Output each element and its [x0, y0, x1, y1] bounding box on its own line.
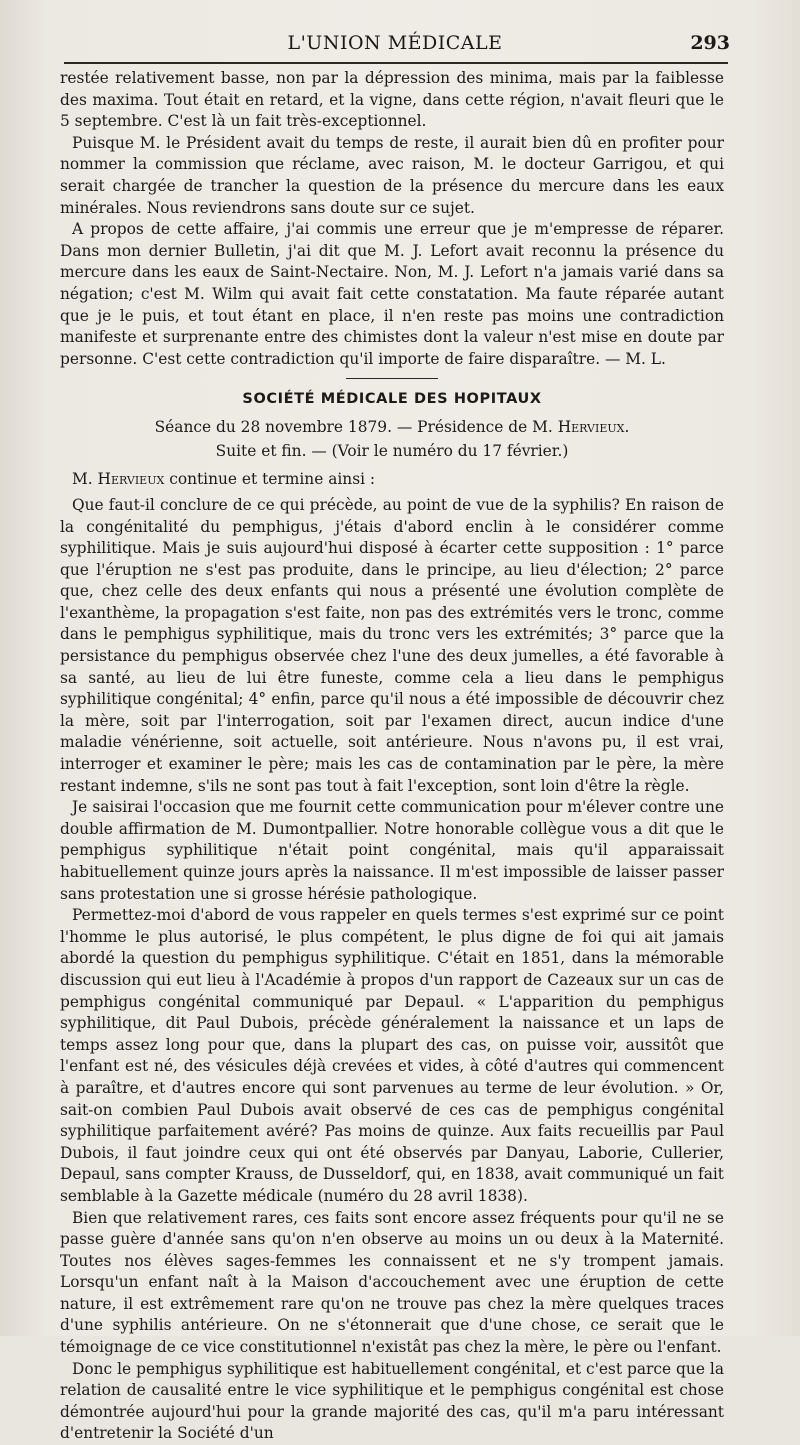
paragraph: Bien que relativement rares, ces faits sont encore assez fréquents pour qu'il ne se passe guère d'année sans qu'on n'en observe au moins un ou deux à la Maternité. Toutes nos élèves sages-femmes les connaissent et ne s'y trompent jamais. Lorsqu'un enfant naît à la Maison d'accouchement avec une éruption de cette nature, il est extrêmement rare qu'on ne trouve pas chez la mère quelques traces d'une syphilis antérieure. On ne s'étonnerait que d'une chose, ce serait que le témoignage de ce vice constitutionnel n'existât pas chez la mère, le père ou l'enfant.: [60, 1208, 724, 1357]
session-line: [60, 415, 724, 439]
paragraph: restée relativement basse, non par la dépression des minima, mais par la faiblesse des maxima. Tout était en retard, et la vigne, dans cette région, n'avait fleuri que le 5 septembre. C'est là un fait très-exceptionnel.: [60, 69, 724, 131]
society-title: SOCIÉTÉ MÉDICALE DES HOPITAUX: [242, 391, 542, 408]
speaker-text: continue et termine ainsi :: [164, 470, 376, 489]
suite-line: Suite et fin. — (Voir le numéro du 17 février.): [215, 442, 569, 461]
speaker-name: Hervieux: [97, 470, 165, 489]
running-title: L'UNION MÉDICALE: [287, 32, 503, 54]
paragraph: Je saisirai l'occasion que me fournit cette communication pour m'élever contre une double affirmation de M. Dumontpallier. Notre honorable collègue vous a dit que le pemphigus syphilitique n'était point congénital, mais qu'il apparaissait habituellement quinze jours après la naissance. Il m'est impossible de laisser passer sans protestation une si grosse hérésie pathologique.: [60, 798, 724, 903]
section-divider: [346, 378, 438, 379]
header-rule: [64, 62, 728, 64]
paragraph: Que faut-il conclure de ce qui précède, au point de vue de la syphilis? En raison de la congénitalité du pemphigus, j'étais d'abord enclin à le considérer comme syphilitique. Mais je suis aujourd'hui disposé à écarter cette supposition : 1° parce que l'éruption ne s'est pas produite, dans le principe, au lieu d'élection; 2° parce que, chez celle des deux enfants qui nous a présenté une évolution complète de l'exanthème, la propagation s'est faite, non pas des extrémités vers le tronc, comme dans le pemphigus syphilitique, mais du tronc vers les extrémités; 3° parce que la persistance du pemphigus observée chez l'une des deux jumelles, a été favorable à sa santé, au lieu de lui être funeste, comme cela a lieu dans le pemphigus syphilitique congénital; 4° enfin, parce qu'il nous a été impossible de découvrir chez la mère, soit par l'interrogation, soit par l'examen direct, aucun indice d'une maladie vénérienne, soit actuelle, soit antérieure. Nous n'avons pu, il est vrai, interroger et examiner le père; mais les cas de contamination par le père, la mère restant indemne, s'ils ne sont pas tout à fait l'exception, sont loin d'être la règle.: [60, 495, 724, 795]
session-prefix: Séance du 28 novembre 1879. — Présidence de M.: [154, 418, 558, 437]
paragraph: Puisque M. le Président avait du temps de reste, il aurait bien dû en profiter pour nommer la commission que réclame, avec raison, M. le docteur Garrigou, et qui serait chargée de trancher la question de la présence du mercure dans les eaux minérales. Nous reviendrons sans doute sur ce sujet.: [60, 133, 724, 217]
paragraph: A propos de cette affaire, j'ai commis une erreur que je m'empresse de réparer. Dans mon dernier Bulletin, j'ai dit que M. J. Lefort avait reconnu la présence du mercure dans les eaux de Saint-Nectaire. Non, M. J. Lefort n'a jamais varié dans sa négation; c'est M. Wilm qui avait fait cette constatation. Ma faute réparée autant que je le puis, et tout étant en place, il n'en reste pas moins une contradiction manifeste et surprenante entre des chimistes dont la valeur n'est mise en doute par personne. C'est cette contradiction qu'il importe de faire disparaître. — M. L.: [60, 220, 724, 368]
speaker-line: [60, 469, 724, 491]
running-header: [66, 28, 730, 62]
page-number: 293: [690, 32, 730, 54]
paragraph: Permettez-moi d'abord de vous rappeler en quels termes s'est exprimé sur ce point l'homme le plus autorisé, le plus compétent, le plus digne de foi qui ait jamais abordé la question du pemphigus syphilitique. C'était en 1851, dans la mémorable discussion qui eut lieu à l'Académie à propos d'un rapport de Cazeaux sur un cas de pemphigus congénital communiqué par Depaul. « L'apparition du pemphigus syphilitique, dit Paul Dubois, précède généralement la naissance et un laps de temps assez long pour que, dans la plupart des cas, on puisse voir, aussitôt que l'enfant est né, des vésicules déjà crevées et vides, à côté d'autres qui commencent à paraître, et d'autres encore qui sont parvenues au terme de leur évolution. » Or, sait-on combien Paul Dubois avait observé de ces cas de pemphigus congénital syphilitique parfaitement avéré? Pas moins de quinze. Aux faits recueillis par Paul Dubois, il faut joindre ceux qui ont été observés par Danyau, Laborie, Cullerier, Depaul, sans compter Krauss, de Dusseldorf, qui, en 1838, avait communiqué un fait semblable à la Gazette médicale (numéro du 28 avril 1838).: [60, 906, 724, 1205]
session-suffix: .: [624, 418, 630, 437]
paragraph: Donc le pemphigus syphilitique est habituellement congénital, et c'est parce que la relation de causalité entre le vice syphilitique et le pemphigus congénital est chose démontrée aujourd'hui pour la grande majorité des cas, qu'il m'a paru intéressant d'entretenir la Société d'un: [60, 1359, 724, 1443]
session-president: Hervieux: [557, 418, 625, 437]
speaker-prefix: M.: [72, 470, 98, 489]
